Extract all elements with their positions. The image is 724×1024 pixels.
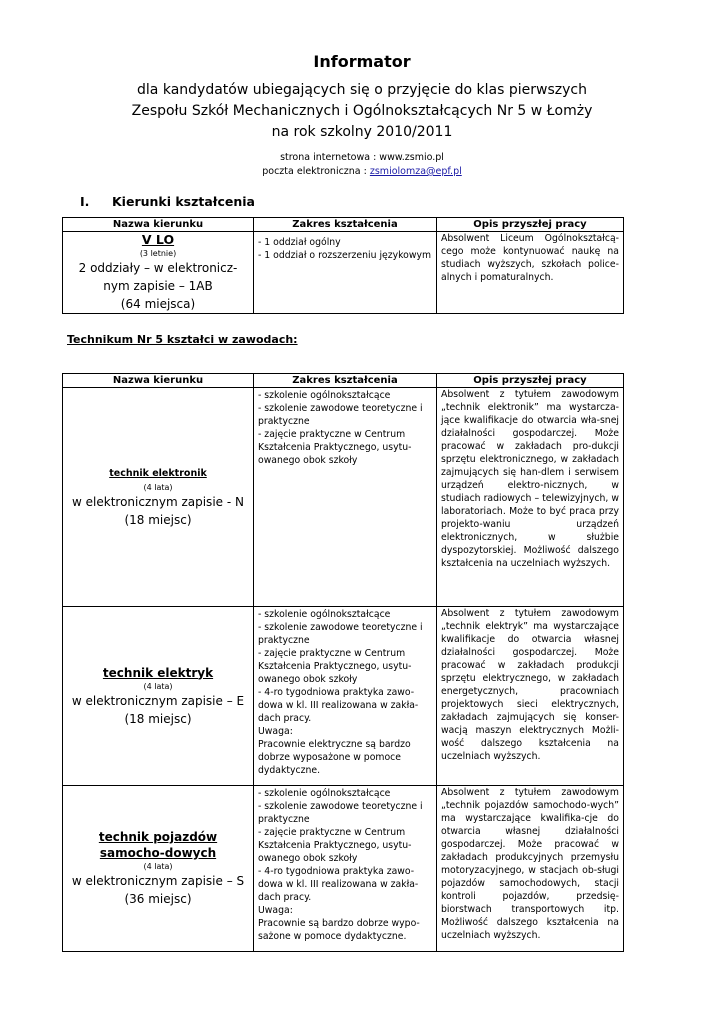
zakres-item: - zajęcie praktyczne w Centrum Kształcenia Praktycznego, usytu-owanego obok szkoły <box>258 429 412 466</box>
kierunek-mode: w elektronicznym zapisie – S <box>71 874 245 888</box>
technikum-table <box>62 373 624 952</box>
kierunek-seats: (18 miejsc) <box>124 512 192 527</box>
kierunek-seats: (18 miejsc) <box>124 711 192 726</box>
zakres-item: Uwaga: <box>258 726 293 737</box>
header-zakres: Zakres kształcenia <box>254 374 437 388</box>
zakres-item: - szkolenie ogólnokształcące <box>258 788 391 799</box>
opis-cell: Absolwent z tytułem zawodowym „technik elektryk” ma wystarczające kwalifikacje do otwarcia własnej działalności gospodarczej. Może pracować w zakładach produkcji sprzętu elektrycznego, w zakładach energetycznych, pracowniach projektowych sieci elektrycznych, zakładach zajmujących się konser-wacją maszyn elektrycznych Możli-wość dalszego kształcenia na uczelniach wyższych. <box>437 607 624 786</box>
zakres-item: - szkolenie zawodowe teoretyczne i praktyczne <box>258 403 423 427</box>
subtitle-line-3: na rok szkolny 2010/2011 <box>271 124 453 140</box>
section-title: Kierunki kształcenia <box>112 194 255 209</box>
lo-mode-3: (64 miejsca) <box>120 297 196 311</box>
kierunek-years: (4 lata) <box>143 482 173 492</box>
lo-years: (3 letnie) <box>139 249 177 258</box>
header-zakres: Zakres kształcenia <box>254 218 437 232</box>
kierunek-cell <box>63 607 254 786</box>
kierunek-cell <box>63 388 254 607</box>
zakres-item: - 4-ro tygodniowa praktyka zawo-dowa w kl. III realizowana w zakła-dach pracy. <box>258 687 419 724</box>
zakres-item: Pracownie są bardzo dobrze wypo-sażone w pomoce dydaktyczne. <box>258 918 420 942</box>
email-line <box>0 165 724 178</box>
zakres-item: - zajęcie praktyczne w Centrum Kształcenia Praktycznego, usytu-owanego obok szkoły <box>258 648 412 685</box>
kierunek-cell <box>63 786 254 952</box>
subtitle-line-2: Zespołu Szkół Mechanicznych i Ogólnokształcących Nr 5 w Łomży <box>131 103 593 119</box>
zakres-item: - szkolenie zawodowe teoretyczne i praktyczne <box>258 622 423 646</box>
zakres-item: - szkolenie ogólnokształcące <box>258 609 391 620</box>
subtitle-line-1: dla kandydatów ubiegających się o przyjęcie do klas pierwszych <box>137 82 587 98</box>
zakres-item: Pracownie elektryczne są bardzo dobrze wyposażone w pomoce dydaktyczne. <box>258 739 411 776</box>
technikum-heading: Technikum Nr 5 kształci w zawodach: <box>67 333 298 346</box>
email-link[interactable]: zsmiolomza@epf.pl <box>369 166 462 177</box>
section-number: I. <box>80 194 90 209</box>
lo-opis-cell: Absolwent Liceum Ogólnokształcą-cego może kontynuować naukę na studiach wyższych, szkołach police-alnych i pomaturalnych. <box>437 232 624 314</box>
table-row <box>63 388 624 607</box>
section-heading <box>80 194 255 209</box>
header-nazwa: Nazwa kierunku <box>63 374 254 388</box>
kierunek-seats: (36 miejsc) <box>124 892 192 906</box>
table-row <box>63 607 624 786</box>
zakres-item: - szkolenie ogólnokształcące <box>258 390 391 401</box>
opis-cell: Absolwent z tytułem zawodowym „technik elektronik” ma wystarcza-jące kwalifikacje do otwarcia wła-snej działalności gospodarczej. Może pracować w zakładach pro-dukcji sprzętu elektronicznego, w zakładach zajmujących się han-dlem i serwisem urządzeń elektro-nicznych, w studiach radiowych – telewizyjnych, w laboratoriach. Może to być praca przy projekto-waniu urządzeń elektronicznych, w służbie dyspozytorskiej. Możliwość dalszego kształcenia na uczelniach wyższych. <box>437 388 624 607</box>
lo-name: V LO <box>141 232 175 247</box>
lo-mode-2: nym zapisie – 1AB <box>103 279 213 293</box>
kierunek-years: (4 lata) <box>143 862 173 871</box>
lo-zakres-cell <box>254 232 437 314</box>
lo-mode-1: 2 oddziały – w elektronicz- <box>78 261 238 275</box>
table-row <box>63 786 624 952</box>
zakres-cell <box>254 786 437 952</box>
page-title: Informator <box>313 52 411 71</box>
zakres-item: - zajęcie praktyczne w Centrum Kształcenia Praktycznego, usytu-owanego obok szkoły <box>258 827 412 864</box>
kierunek-years: (4 lata) <box>143 681 173 691</box>
kierunek-name: technik elektronik <box>109 467 207 479</box>
lo-zakres-1: - 1 oddział ogólny <box>258 237 341 248</box>
website-line: strona internetowa : www.zsmio.pl <box>280 152 444 163</box>
zakres-item: - 4-ro tygodniowa praktyka zawo-dowa w kl. III realizowana w zakła-dach pracy. <box>258 866 419 903</box>
lo-table <box>62 217 624 314</box>
kierunek-name: technik elektryk <box>102 665 214 680</box>
zakres-cell <box>254 388 437 607</box>
lo-zakres-2: - 1 oddział o rozszerzeniu językowym <box>258 250 432 261</box>
zakres-cell <box>254 607 437 786</box>
opis-cell: Absolwent z tytułem zawodowym „technik pojazdów samochodo-wych” ma wystarczające kwalifika-cje do otwarcia własnej działalności gospodarczej. Może pracować w zakładach produkcyjnych przemysłu motoryzacyjnego, w stacjach ob-sługi pojazdów samochodowych, stacji kontroli pojazdów, przedsię-biorstwach transportowych itp. Możliwość dalszego kształcenia na uczelniach wyższych. <box>437 786 624 952</box>
kierunek-mode: w elektronicznym zapisie - N <box>72 494 244 509</box>
header-opis: Opis przyszłej pracy <box>437 218 624 232</box>
kierunek-mode: w elektronicznym zapisie – E <box>71 693 245 708</box>
lo-name-cell <box>63 232 254 314</box>
header-opis: Opis przyszłej pracy <box>437 374 624 388</box>
kierunek-name: technik pojazdów samocho-dowych <box>98 830 218 860</box>
header-nazwa: Nazwa kierunku <box>63 218 254 232</box>
zakres-item: Uwaga: <box>258 905 293 916</box>
zakres-item: - szkolenie zawodowe teoretyczne i praktyczne <box>258 801 423 825</box>
email-label: poczta elektroniczna : <box>262 166 370 177</box>
